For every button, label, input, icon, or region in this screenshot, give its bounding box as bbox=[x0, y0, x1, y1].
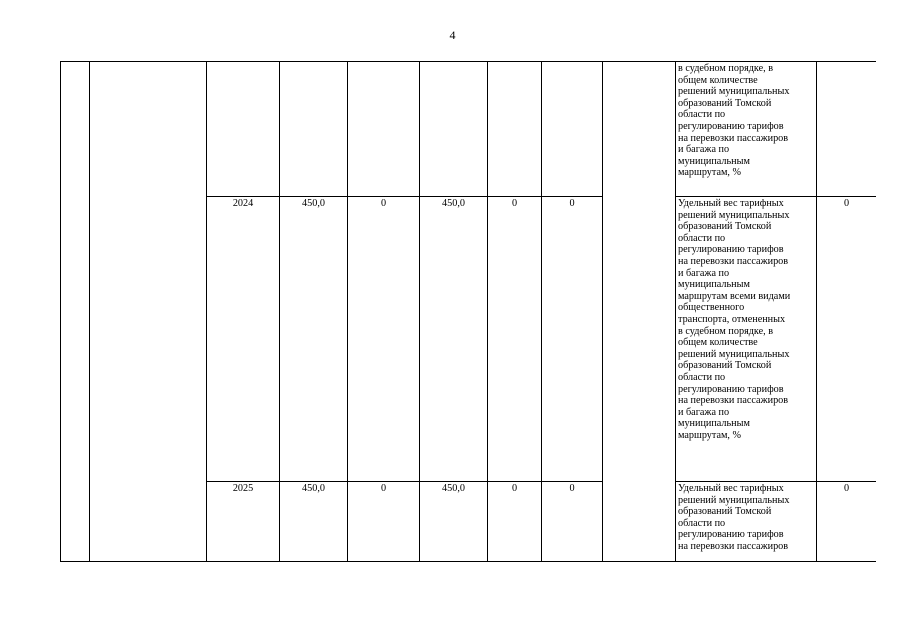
task-name-cell bbox=[90, 62, 207, 562]
indicator-name-cell: в судебном порядке, в общем количестве решений муниципальных образований Томской области по регулированию тарифов на перевозки пассажиров и багажа по муниципальным маршрутам, % bbox=[676, 62, 817, 197]
federal-funding-cell: 0 bbox=[348, 197, 420, 482]
indicator-value-cell bbox=[817, 62, 877, 197]
indicator-name-cell: Удельный вес тарифных решений муниципальных образований Томской области по регулированию тарифов на перевозки пассажиров bbox=[676, 482, 817, 562]
other-funding-cell: 0 bbox=[542, 197, 603, 482]
year-cell bbox=[207, 62, 280, 197]
total-funding-cell bbox=[280, 62, 348, 197]
regional-funding-cell: 450,0 bbox=[420, 482, 488, 562]
total-funding-cell: 450,0 bbox=[280, 197, 348, 482]
table-row bbox=[61, 62, 877, 197]
indicator-value-cell: 0 bbox=[817, 482, 877, 562]
local-funding-cell: 0 bbox=[488, 197, 542, 482]
other-funding-cell: 0 bbox=[542, 482, 603, 562]
program-indicators-table bbox=[60, 61, 876, 562]
year-cell: 2024 bbox=[207, 197, 280, 482]
federal-funding-cell bbox=[348, 62, 420, 197]
regional-funding-cell bbox=[420, 62, 488, 197]
indicator-value-cell: 0 bbox=[817, 197, 877, 482]
federal-funding-cell: 0 bbox=[348, 482, 420, 562]
local-funding-cell: 0 bbox=[488, 482, 542, 562]
executor-cell bbox=[603, 62, 676, 562]
page-number: 4 bbox=[449, 28, 456, 42]
total-funding-cell: 450,0 bbox=[280, 482, 348, 562]
regional-funding-cell: 450,0 bbox=[420, 197, 488, 482]
document-table-wrapper bbox=[60, 61, 876, 566]
indicator-name-cell: Удельный вес тарифных решений муниципальных образований Томской области по регулированию тарифов на перевозки пассажиров и багажа по муниципальным маршрутам всеми видами общественного транспорта, отмененных в судебном порядке, в общем количестве решений муниципальных образований Томской области по регулированию тарифов на перевозки пассажиров и багажа по муниципальным маршрутам, % bbox=[676, 197, 817, 482]
local-funding-cell bbox=[488, 62, 542, 197]
number-cell bbox=[61, 62, 90, 562]
other-funding-cell bbox=[542, 62, 603, 197]
year-cell: 2025 bbox=[207, 482, 280, 562]
